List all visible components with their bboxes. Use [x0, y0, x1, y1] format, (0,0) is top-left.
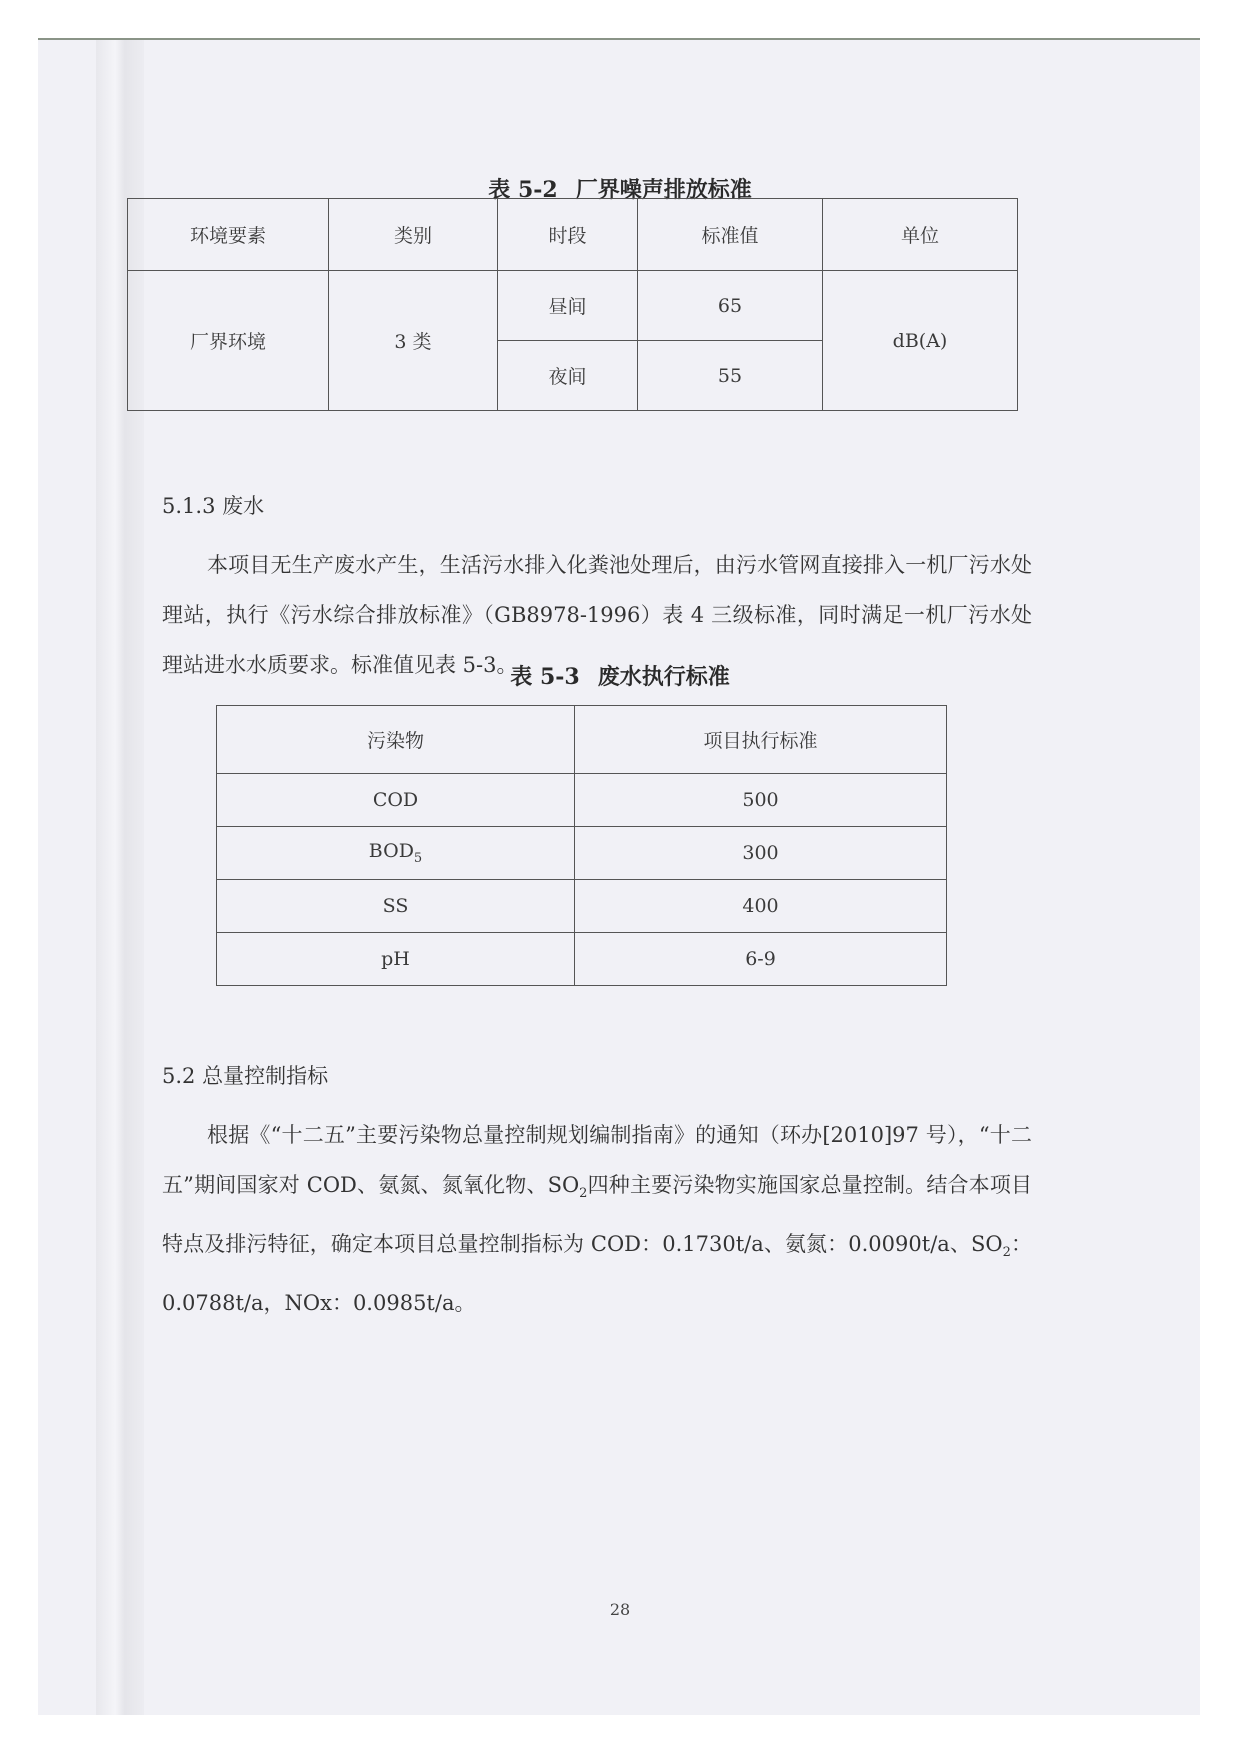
period-cell: 昼间	[498, 271, 638, 341]
pollutant-cell: COD	[217, 774, 575, 827]
page-number: 28	[609, 1600, 631, 1619]
header-cell: 标准值	[638, 199, 823, 271]
table-5-2-caption-title: 厂界噪声排放标准	[575, 177, 752, 203]
table-row	[217, 827, 947, 880]
unit-cell: dB(A)	[823, 271, 1018, 411]
header-cell: 项目执行标准	[575, 706, 947, 774]
header-cell: 时段	[498, 199, 638, 271]
value-cell: 65	[638, 271, 823, 341]
pollutant-subscript: 5	[413, 850, 423, 866]
table-row	[217, 933, 947, 986]
period-cell: 夜间	[498, 341, 638, 411]
table-5-3-caption-number: 表 5-3	[510, 664, 580, 690]
value-cell: 55	[638, 341, 823, 411]
header-cell: 类别	[329, 199, 498, 271]
pollutant-cell: pH	[217, 933, 575, 986]
noise-standard-table	[127, 198, 1018, 411]
section-heading-total-control: 5.2 总量控制指标	[162, 1064, 329, 1088]
paragraph-text: 根据《“十二五”主要污染物总量控制规划编制指南》的通知（环办[2010]97 号），“十二五”期间国家对 COD、氨氮、氮氧化物、SO	[162, 1123, 1032, 1197]
paragraph-text: 四种主要污染物实施国家总量控制。结合本项目特点及排污特征，确定本项目总量控制指标为 COD：0.1730t/a、氨氮：0.0090t/a、SO	[162, 1173, 1032, 1257]
section-heading-wastewater: 5.1.3 废水	[162, 494, 265, 518]
value-cell: 300	[575, 827, 947, 880]
pollutant-name: BOD	[368, 840, 414, 863]
header-cell: 污染物	[217, 706, 575, 774]
environment-cell: 厂界环境	[128, 271, 329, 411]
value-cell: 6-9	[575, 933, 947, 986]
paragraph-text: ：0.0788t/a，NOx：0.0985t/a。	[162, 1232, 1032, 1316]
table-5-2-caption-number: 表 5-2	[488, 177, 558, 203]
table-row	[217, 774, 947, 827]
total-control-paragraph	[162, 1110, 1032, 1328]
table-header-row	[217, 706, 947, 774]
so2-subscript: 2	[1002, 1245, 1011, 1261]
wastewater-standard-table	[216, 705, 947, 986]
value-cell: 400	[575, 880, 947, 933]
header-cell: 单位	[823, 199, 1018, 271]
table-row	[128, 271, 1018, 341]
table-row	[217, 880, 947, 933]
wastewater-paragraph: 本项目无生产废水产生，生活污水排入化粪池处理后，由污水管网直接排入一机厂污水处理站，执行《污水综合排放标准》（GB8978-1996）表 4 三级标准，同时满足一机厂污水处理站进水水质要求。标准值见表 5-3。	[162, 553, 1032, 677]
table-header-row	[128, 199, 1018, 271]
header-cell: 环境要素	[128, 199, 329, 271]
so2-subscript: 2	[579, 1186, 588, 1202]
pollutant-cell: SS	[217, 880, 575, 933]
table-5-3-caption-title: 废水执行标准	[597, 664, 730, 690]
table-5-3-caption	[0, 660, 1240, 691]
pollutant-cell	[217, 827, 575, 880]
category-cell: 3 类	[329, 271, 498, 411]
value-cell: 500	[575, 774, 947, 827]
